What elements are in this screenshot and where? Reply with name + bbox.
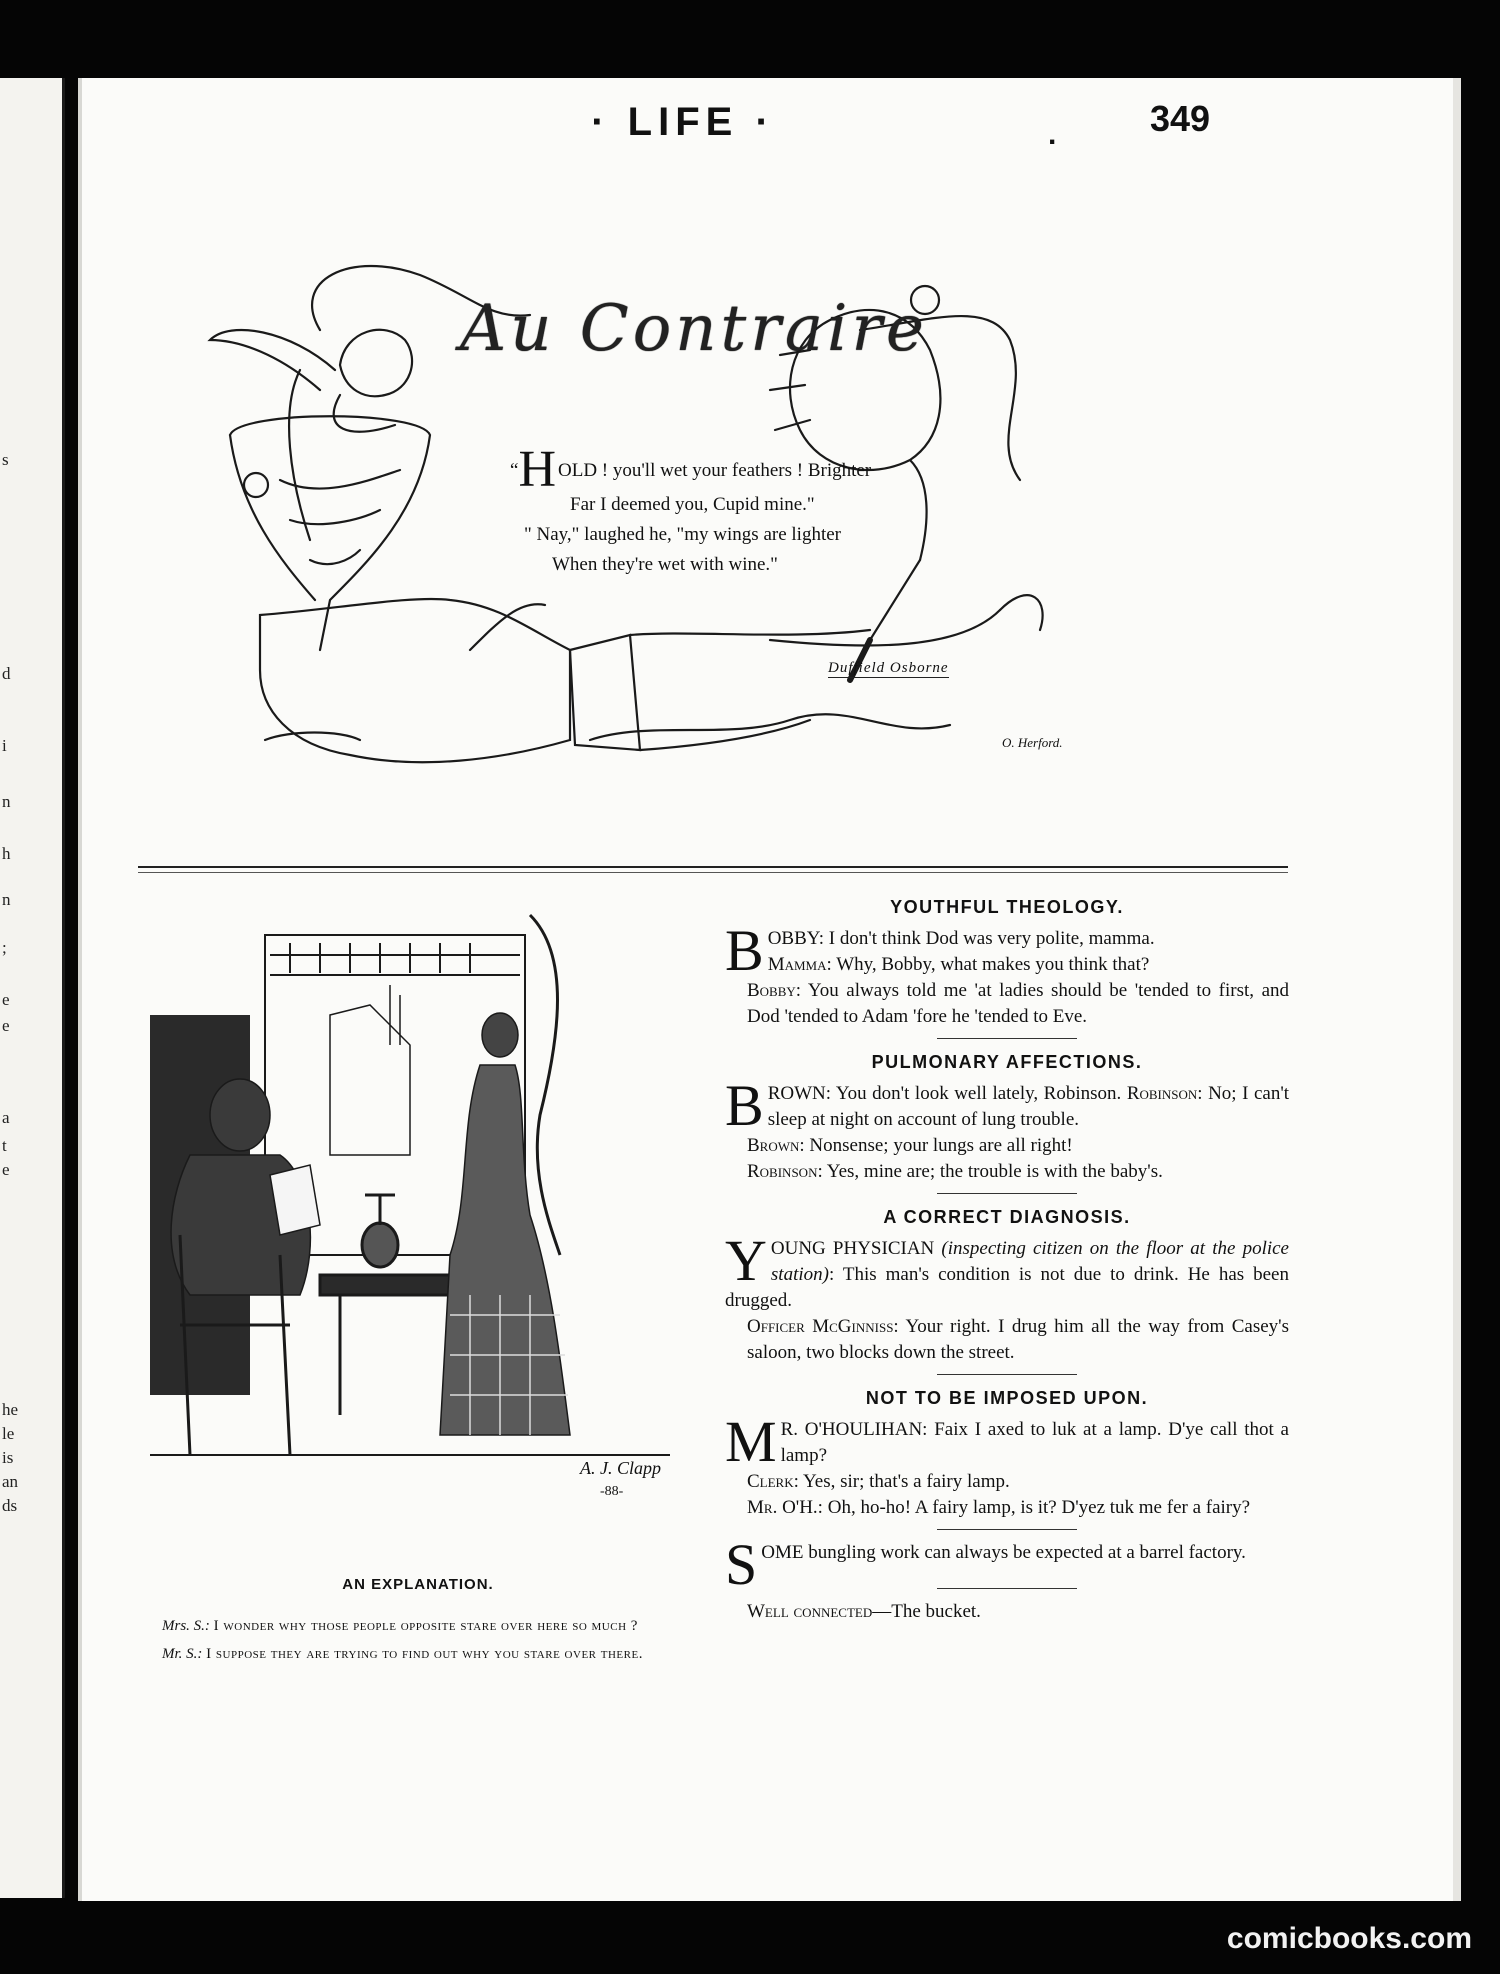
- explanation-text: I suppose they are trying to find out why you stare over there.: [206, 1646, 643, 1662]
- au-contraire-cartoon: [170, 180, 1190, 830]
- line-text: Nonsense; your lungs are all right!: [809, 1135, 1073, 1156]
- section-divider: [138, 866, 1288, 868]
- line-text: No; I can't sleep at night on account of lung trouble.: [767, 1083, 1290, 1130]
- speaker: Mr. O'H.:: [747, 1497, 823, 1518]
- speaker: Officer McGinniss:: [747, 1316, 899, 1337]
- divider: [937, 1038, 1077, 1039]
- lead-in: Well connected: [747, 1601, 873, 1622]
- verse-line-4: When they're wet with wine.": [552, 554, 778, 575]
- line-text: Your right. I drug him all the way from Casey's saloon, two blocks down the street.: [747, 1316, 1289, 1363]
- article-paragraph: [725, 1314, 1289, 1366]
- explanation-engraving: [150, 895, 670, 1495]
- stray-mark: .: [1048, 118, 1057, 151]
- facing-page-fragment: t: [2, 1136, 7, 1155]
- facing-page-fragment: s: [2, 450, 9, 469]
- line-text: OME bungling work can always be expected at a barrel factory.: [761, 1542, 1246, 1563]
- divider: [937, 1193, 1077, 1194]
- explanation-text: I wonder why those people opposite stare over here so much ?: [213, 1618, 638, 1634]
- explanation-title: AN EXPLANATION.: [342, 1576, 494, 1593]
- verse-line-2: Far I deemed you, Cupid mine.": [570, 494, 815, 515]
- facing-page-fragment: ;: [2, 938, 7, 957]
- facing-page-fragment: e: [2, 990, 10, 1009]
- speaker: OBBY:: [767, 928, 825, 949]
- facing-page-fragment: a: [2, 1108, 10, 1127]
- speaker: OUNG PHYSICIAN: [770, 1238, 935, 1259]
- article-paragraph: [725, 952, 1289, 978]
- facing-page-fragment: an: [2, 1472, 19, 1491]
- line-text: Why, Bobby, what makes you think that?: [836, 954, 1150, 975]
- verse-text: OLD ! you'll wet your feathers ! Brighter: [558, 460, 872, 481]
- dropcap: S: [725, 1532, 758, 1597]
- article-heading: YOUTHFUL THEOLOGY.: [890, 897, 1124, 917]
- line-text: Faix I axed to luk at a lamp. D'ye call thot a lamp?: [780, 1419, 1289, 1466]
- cartoon-artist-signature: O. Herford.: [1002, 735, 1063, 750]
- article-paragraph: [725, 1228, 1289, 1314]
- line-text: You always told me 'at ladies should be 'tended to first, and Dod 'tended to Adam 'fore he 'tended to Eve.: [747, 980, 1289, 1027]
- section-divider-thin: [138, 872, 1288, 873]
- cartoon-title: Au Contraire: [460, 292, 928, 366]
- explanation-line: [138, 1640, 700, 1668]
- article-paragraph: [725, 1409, 1289, 1474]
- speaker: R. O'HOULIHAN:: [780, 1419, 928, 1440]
- dropcap: B: [725, 1073, 764, 1138]
- dropcap: M: [725, 1409, 777, 1474]
- line-text: Yes, sir; that's a fairy lamp.: [802, 1471, 1010, 1492]
- explanation-caption: [138, 1612, 700, 1668]
- line-text: Yes, mine are; the trouble is with the baby's.: [826, 1161, 1163, 1182]
- explanation-line: [138, 1612, 700, 1640]
- engraving-artist-signature: A. J. Clapp: [580, 1458, 661, 1478]
- jokes-column: [725, 890, 1289, 1625]
- speaker: Robinson:: [1126, 1083, 1203, 1104]
- facing-page-fragment: h: [2, 844, 11, 863]
- speaker: Clerk:: [747, 1471, 799, 1492]
- verse-dropcap: H: [518, 441, 556, 498]
- facing-page-fragment: he: [2, 1400, 19, 1419]
- facing-page-fragment: n: [2, 890, 11, 909]
- speaker: Mamma:: [767, 954, 832, 975]
- verse-author: Duffield Osborne: [828, 660, 949, 676]
- article-paragraph: [725, 1073, 1290, 1138]
- facing-page-fragment: i: [2, 736, 7, 755]
- page-number: 349: [1150, 98, 1211, 139]
- facing-page-fragment: d: [2, 664, 11, 683]
- watermark: comicbooks.com: [1226, 1922, 1472, 1955]
- article-heading: PULMONARY AFFECTIONS.: [871, 1052, 1143, 1072]
- facing-page-fragment: e: [2, 1160, 10, 1179]
- article-paragraph: [725, 1495, 1289, 1521]
- masthead: · LIFE ·: [591, 100, 775, 144]
- line-text: Oh, ho-ho! A fairy lamp, is it? D'yez tuk me fer a fairy?: [827, 1497, 1251, 1518]
- well-connected-paragraph: [725, 1599, 1289, 1625]
- facing-page-fragment: ds: [2, 1496, 18, 1515]
- engraving-year-mark: -88-: [600, 1484, 624, 1499]
- line-text: You don't look well lately, Robinson.: [835, 1083, 1122, 1104]
- facing-page-fragment: le: [2, 1424, 15, 1443]
- speaker-mrs-s: Mrs. S.:: [162, 1618, 210, 1634]
- squib-paragraph: [725, 1532, 1289, 1597]
- line-text: I don't think Dod was very polite, mamma.: [828, 928, 1155, 949]
- article-paragraph: [725, 1133, 1289, 1159]
- article-paragraph: [725, 1469, 1289, 1495]
- article-paragraph: [725, 978, 1289, 1030]
- speaker: ROWN:: [767, 1083, 832, 1104]
- article-heading: A CORRECT DIAGNOSIS.: [883, 1207, 1131, 1227]
- speaker: Robinson:: [747, 1161, 823, 1182]
- speaker: Bobby:: [747, 980, 802, 1001]
- divider: [937, 1374, 1077, 1375]
- divider: [937, 1588, 1077, 1589]
- verse-open-quote: “: [510, 460, 519, 481]
- verse-line-3: " Nay," laughed he, "my wings are lighter: [524, 524, 841, 545]
- stage-direction: (inspecting citizen on the floor at the police station): [770, 1238, 1289, 1285]
- facing-page-edge: [0, 78, 65, 1898]
- line-text: —The bucket.: [872, 1601, 981, 1622]
- speaker: Brown:: [747, 1135, 805, 1156]
- divider: [937, 1529, 1077, 1530]
- dropcap: B: [725, 918, 764, 983]
- facing-page-fragment: n: [2, 792, 11, 811]
- engraving-drawing: [150, 895, 670, 1495]
- page-edge: [1453, 78, 1461, 1901]
- article-heading: NOT TO BE IMPOSED UPON.: [865, 1388, 1149, 1408]
- dropcap: Y: [725, 1228, 767, 1293]
- cartoon-verse: [510, 441, 970, 580]
- article-paragraph: [725, 1159, 1289, 1185]
- facing-page-fragment: is: [2, 1448, 14, 1467]
- verse-line-1: [510, 441, 970, 498]
- speaker-mr-s: Mr. S.:: [162, 1646, 203, 1662]
- facing-page-fragment: e: [2, 1016, 10, 1035]
- line-text: : This man's condition is not due to drink. He has been drugged.: [725, 1264, 1289, 1311]
